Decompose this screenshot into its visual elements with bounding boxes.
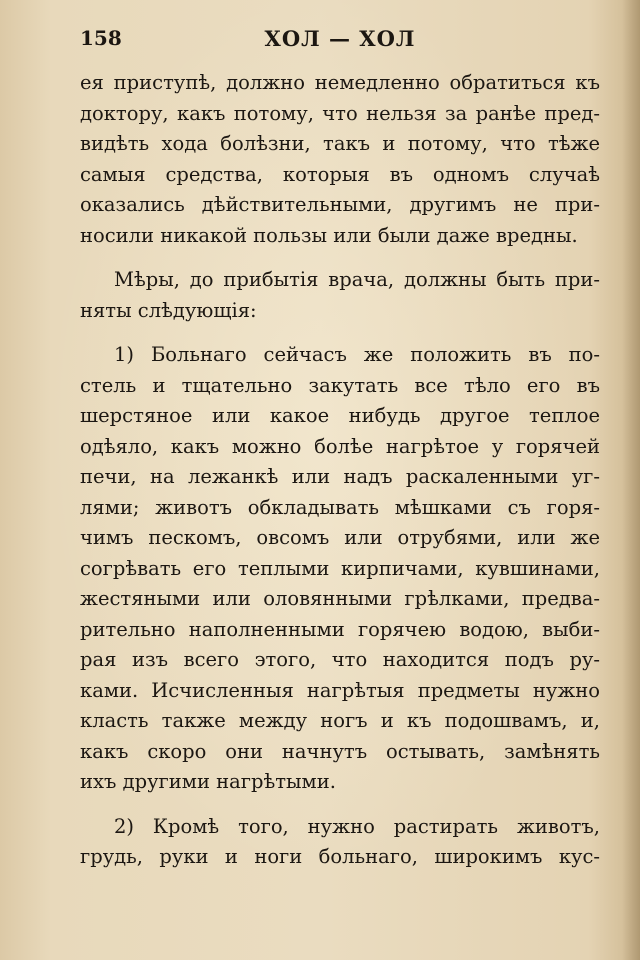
- page-number: 158: [80, 26, 122, 50]
- text-line: Мѣры, до прибытія врача, должны быть при-: [114, 268, 600, 291]
- text-line: носили никакой пользы или были даже вредны.: [80, 223, 578, 247]
- text-line: лями; животъ обкладывать мѣшками съ горя-: [80, 495, 600, 519]
- text-line: шерстяное или какое нибудь другое теплое: [80, 404, 600, 427]
- text-line: ея приступѣ, должно немедленно обратиться къ: [80, 71, 600, 94]
- text-line: оказались дѣйствительными, другимъ не при-: [80, 193, 600, 216]
- text-line: стель и тщательно закутать все тѣло его въ: [80, 373, 600, 397]
- text-line: согрѣвать его теплыми кирпичами, кувшинами,: [80, 556, 600, 580]
- running-head: ХОЛ — ХОЛ: [264, 26, 416, 51]
- text-line: 1) Больнаго сейчасъ же положить въ по-: [114, 343, 600, 366]
- body-text: [80, 68, 600, 873]
- text-line: видѣть хода болѣзни, такъ и потому, что тѣже: [80, 132, 600, 155]
- text-line: 2) Кромѣ того, нужно растирать животъ,: [114, 814, 600, 838]
- text-line: чимъ пескомъ, овсомъ или отрубями, или же: [80, 526, 600, 549]
- text-line: няты слѣдующія:: [80, 298, 257, 322]
- text-line: самыя средства, которыя въ одномъ случаѣ: [80, 162, 600, 186]
- text-line: жестяными или оловянными грѣлками, предва-: [80, 587, 600, 610]
- text-line: ками. Исчисленныя нагрѣтыя предметы нужно: [80, 678, 600, 702]
- paragraph-3: [80, 340, 600, 798]
- paragraph-2: [80, 265, 600, 326]
- page-header: [80, 26, 600, 56]
- text-line: какъ скоро они начнутъ остывать, замѣнять: [80, 739, 600, 763]
- text-line: доктору, какъ потому, что нельзя за ранѣе пред-: [80, 101, 600, 125]
- text-line: рительно наполненными горячею водою, выби-: [80, 617, 600, 641]
- text-line: печи, на лежанкѣ или надъ раскаленными уг-: [80, 465, 600, 488]
- paragraph-1: [80, 68, 600, 251]
- page-edge-shadow: [622, 0, 640, 960]
- paragraph-4: [80, 812, 600, 873]
- text-line: ихъ другими нагрѣтыми.: [80, 770, 336, 793]
- text-line: грудь, руки и ноги больнаго, широкимъ кус-: [80, 845, 600, 868]
- text-line: одѣяло, какъ можно болѣе нагрѣтое у горячей: [80, 434, 600, 458]
- text-line: рая изъ всего этого, что находится подъ ру-: [80, 648, 600, 671]
- text-line: класть также между ногъ и къ подошвамъ, и,: [80, 709, 600, 732]
